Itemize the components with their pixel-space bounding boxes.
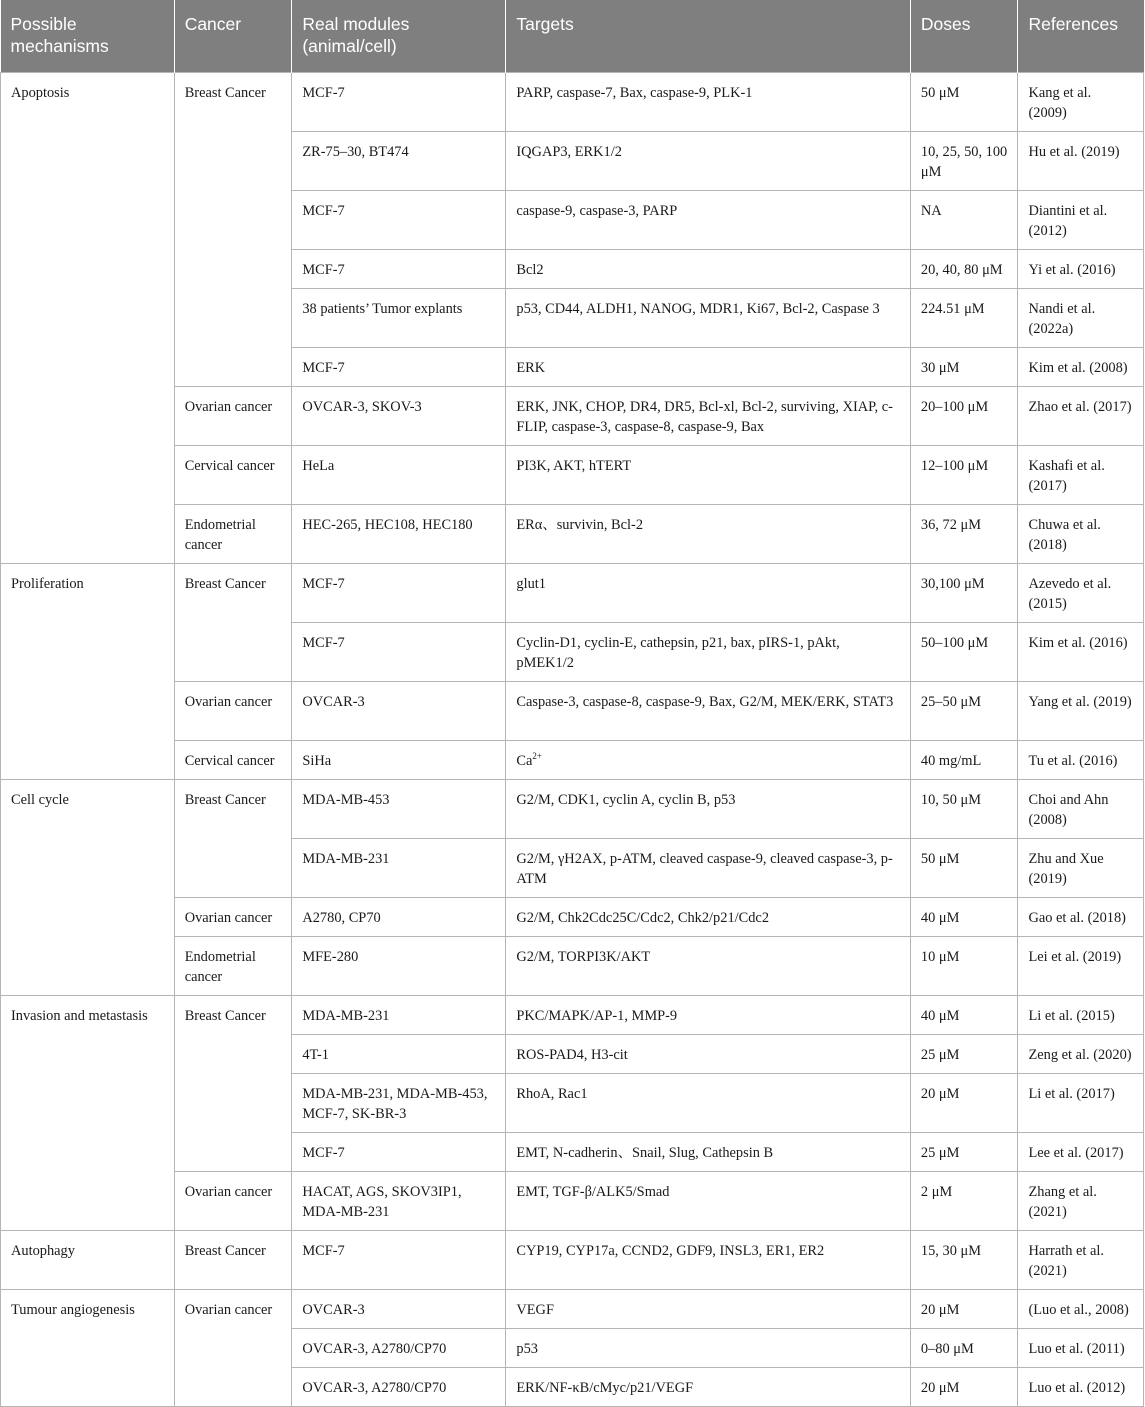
targets-cell: ERK/NF-κB/cMyc/p21/VEGF (506, 1368, 911, 1407)
module-cell: MCF-7 (292, 191, 506, 250)
dose-cell: 25–50 μM (910, 682, 1018, 741)
dose-cell: 2 μM (910, 1172, 1018, 1231)
cancer-cell: Ovarian cancer (174, 1290, 292, 1407)
reference-cell: Yi et al. (2016) (1018, 250, 1144, 289)
module-cell: MCF-7 (292, 1231, 506, 1290)
table-row (1, 996, 1144, 1035)
reference-cell: Luo et al. (2012) (1018, 1368, 1144, 1407)
reference-cell: Yang et al. (2019) (1018, 682, 1144, 741)
dose-cell: 40 μM (910, 898, 1018, 937)
dose-cell: 25 μM (910, 1035, 1018, 1074)
targets-cell: G2/M, CDK1, cyclin A, cyclin B, p53 (506, 780, 911, 839)
targets-cell: G2/M, γH2AX, p-ATM, cleaved caspase-9, cleaved caspase-3, p-ATM (506, 839, 911, 898)
cancer-cell: Cervical cancer (174, 741, 292, 780)
header-modules: Real modules (animal/cell) (292, 0, 506, 73)
reference-cell: Hu et al. (2019) (1018, 132, 1144, 191)
dose-cell: 10, 50 μM (910, 780, 1018, 839)
module-cell: ZR-75–30, BT474 (292, 132, 506, 191)
reference-cell: Kang et al. (2009) (1018, 73, 1144, 132)
cancer-cell: Ovarian cancer (174, 682, 292, 741)
table-row (1, 780, 1144, 839)
superscript: 2+ (532, 751, 542, 762)
dose-cell: 50 μM (910, 73, 1018, 132)
reference-cell: Li et al. (2017) (1018, 1074, 1144, 1133)
targets-cell: VEGF (506, 1290, 911, 1329)
targets-cell: glut1 (506, 564, 911, 623)
table-header (1, 0, 1144, 73)
cancer-cell: Breast Cancer (174, 1231, 292, 1290)
targets-cell: G2/M, TORPI3K/AKT (506, 937, 911, 996)
targets-cell: EMT, TGF-β/ALK5/Smad (506, 1172, 911, 1231)
cancer-cell: Endometrial cancer (174, 505, 292, 564)
table-row (1, 73, 1144, 132)
cancer-cell: Breast Cancer (174, 996, 292, 1172)
targets-cell: PI3K, AKT, hTERT (506, 446, 911, 505)
dose-cell: 12–100 μM (910, 446, 1018, 505)
targets-cell: EMT, N-cadherin、Snail, Slug, Cathepsin B (506, 1133, 911, 1172)
mechanism-cell: Tumour angiogenesis (1, 1290, 175, 1407)
targets-cell: PKC/MAPK/AP-1, MMP-9 (506, 996, 911, 1035)
dose-cell: 50–100 μM (910, 623, 1018, 682)
reference-cell: Kashafi et al. (2017) (1018, 446, 1144, 505)
table-row (1, 1290, 1144, 1329)
reference-cell: Chuwa et al. (2018) (1018, 505, 1144, 564)
module-cell: A2780, CP70 (292, 898, 506, 937)
module-cell: MCF-7 (292, 623, 506, 682)
dose-cell: 25 μM (910, 1133, 1018, 1172)
module-cell: OVCAR-3, A2780/CP70 (292, 1329, 506, 1368)
reference-cell: Lee et al. (2017) (1018, 1133, 1144, 1172)
targets-cell: Caspase-3, caspase-8, caspase-9, Bax, G2/M, MEK/ERK, STAT3 (506, 682, 911, 741)
targets-cell: PARP, caspase-7, Bax, caspase-9, PLK-1 (506, 73, 911, 132)
targets-cell: ERα、survivin, Bcl-2 (506, 505, 911, 564)
reference-cell: Kim et al. (2016) (1018, 623, 1144, 682)
module-cell: OVCAR-3, SKOV-3 (292, 387, 506, 446)
reference-cell: Choi and Ahn (2008) (1018, 780, 1144, 839)
reference-cell: Kim et al. (2008) (1018, 348, 1144, 387)
reference-cell: (Luo et al., 2008) (1018, 1290, 1144, 1329)
dose-cell: 0–80 μM (910, 1329, 1018, 1368)
dose-cell: 10 μM (910, 937, 1018, 996)
cancer-cell: Breast Cancer (174, 564, 292, 682)
targets-cell (506, 741, 911, 780)
targets-cell: ROS-PAD4, H3-cit (506, 1035, 911, 1074)
header-doses: Doses (910, 0, 1018, 73)
header-row (1, 0, 1144, 73)
mechanism-cell: Autophagy (1, 1231, 175, 1290)
mechanism-cell: Invasion and metastasis (1, 996, 175, 1231)
dose-cell: 20–100 μM (910, 387, 1018, 446)
mechanism-cell: Apoptosis (1, 73, 175, 564)
header-references: References (1018, 0, 1144, 73)
module-cell: MDA-MB-231 (292, 839, 506, 898)
dose-cell: 20 μM (910, 1074, 1018, 1133)
dose-cell: 20 μM (910, 1290, 1018, 1329)
module-cell: HACAT, AGS, SKOV3IP1, MDA-MB-231 (292, 1172, 506, 1231)
dose-cell: 40 μM (910, 996, 1018, 1035)
dose-cell: 10, 25, 50, 100 μM (910, 132, 1018, 191)
cancer-cell: Ovarian cancer (174, 387, 292, 446)
reference-cell: Nandi et al. (2022a) (1018, 289, 1144, 348)
module-cell: OVCAR-3 (292, 682, 506, 741)
module-cell: 38 patients’ Tumor explants (292, 289, 506, 348)
dose-cell: 20 μM (910, 1368, 1018, 1407)
module-cell: 4T-1 (292, 1035, 506, 1074)
targets-cell: caspase-9, caspase-3, PARP (506, 191, 911, 250)
targets-cell: RhoA, Rac1 (506, 1074, 911, 1133)
targets-cell: ERK (506, 348, 911, 387)
module-cell: MCF-7 (292, 73, 506, 132)
module-cell: MDA-MB-231 (292, 996, 506, 1035)
module-cell: MFE-280 (292, 937, 506, 996)
module-cell: MCF-7 (292, 1133, 506, 1172)
module-cell: HEC-265, HEC108, HEC180 (292, 505, 506, 564)
dose-cell: 36, 72 μM (910, 505, 1018, 564)
dose-cell: 20, 40, 80 μM (910, 250, 1018, 289)
cancer-cell: Ovarian cancer (174, 1172, 292, 1231)
header-cancer: Cancer (174, 0, 292, 73)
header-mechanisms: Possible mechanisms (1, 0, 175, 73)
dose-cell: 50 μM (910, 839, 1018, 898)
dose-cell: 30 μM (910, 348, 1018, 387)
module-cell: OVCAR-3 (292, 1290, 506, 1329)
module-cell: MCF-7 (292, 250, 506, 289)
module-cell: MCF-7 (292, 348, 506, 387)
reference-cell: Zhao et al. (2017) (1018, 387, 1144, 446)
targets-cell: IQGAP3, ERK1/2 (506, 132, 911, 191)
reference-cell: Zhu and Xue (2019) (1018, 839, 1144, 898)
reference-cell: Luo et al. (2011) (1018, 1329, 1144, 1368)
table-row (1, 1231, 1144, 1290)
reference-cell: Azevedo et al. (2015) (1018, 564, 1144, 623)
module-cell: OVCAR-3, A2780/CP70 (292, 1368, 506, 1407)
targets-cell: p53 (506, 1329, 911, 1368)
mechanism-cell: Cell cycle (1, 780, 175, 996)
cancer-cell: Breast Cancer (174, 73, 292, 387)
targets-cell: p53, CD44, ALDH1, NANOG, MDR1, Ki67, Bcl-2, Caspase 3 (506, 289, 911, 348)
reference-cell: Tu et al. (2016) (1018, 741, 1144, 780)
reference-cell: Li et al. (2015) (1018, 996, 1144, 1035)
header-targets: Targets (506, 0, 911, 73)
targets-cell: G2/M, Chk2Cdc25C/Cdc2, Chk2/p21/Cdc2 (506, 898, 911, 937)
module-cell: HeLa (292, 446, 506, 505)
reference-cell: Gao et al. (2018) (1018, 898, 1144, 937)
table-body (1, 73, 1144, 1407)
reference-cell: Harrath et al. (2021) (1018, 1231, 1144, 1290)
cancer-cell: Ovarian cancer (174, 898, 292, 937)
module-cell: MCF-7 (292, 564, 506, 623)
cancer-cell: Endometrial cancer (174, 937, 292, 996)
dose-cell: NA (910, 191, 1018, 250)
dose-cell: 40 mg/mL (910, 741, 1018, 780)
targets-cell: ERK, JNK, CHOP, DR4, DR5, Bcl-xl, Bcl-2, surviving, XIAP, c-FLIP, caspase-3, caspase-8, caspase-9, Bax (506, 387, 911, 446)
mechanism-cell: Proliferation (1, 564, 175, 780)
module-cell: MDA-MB-231, MDA-MB-453, MCF-7, SK-BR-3 (292, 1074, 506, 1133)
reference-cell: Zhang et al. (2021) (1018, 1172, 1144, 1231)
table-row (1, 564, 1144, 623)
reference-cell: Lei et al. (2019) (1018, 937, 1144, 996)
module-cell: SiHa (292, 741, 506, 780)
targets-text: Ca (516, 753, 533, 769)
dose-cell: 15, 30 μM (910, 1231, 1018, 1290)
cancer-cell: Cervical cancer (174, 446, 292, 505)
targets-cell: Bcl2 (506, 250, 911, 289)
cancer-cell: Breast Cancer (174, 780, 292, 898)
reference-cell: Zeng et al. (2020) (1018, 1035, 1144, 1074)
module-cell: MDA-MB-453 (292, 780, 506, 839)
dose-cell: 30,100 μM (910, 564, 1018, 623)
targets-cell: Cyclin-D1, cyclin-E, cathepsin, p21, bax, pIRS-1, pAkt, pMEK1/2 (506, 623, 911, 682)
targets-cell: CYP19, CYP17a, CCND2, GDF9, INSL3, ER1, ER2 (506, 1231, 911, 1290)
dose-cell: 224.51 μM (910, 289, 1018, 348)
reference-cell: Diantini et al. (2012) (1018, 191, 1144, 250)
